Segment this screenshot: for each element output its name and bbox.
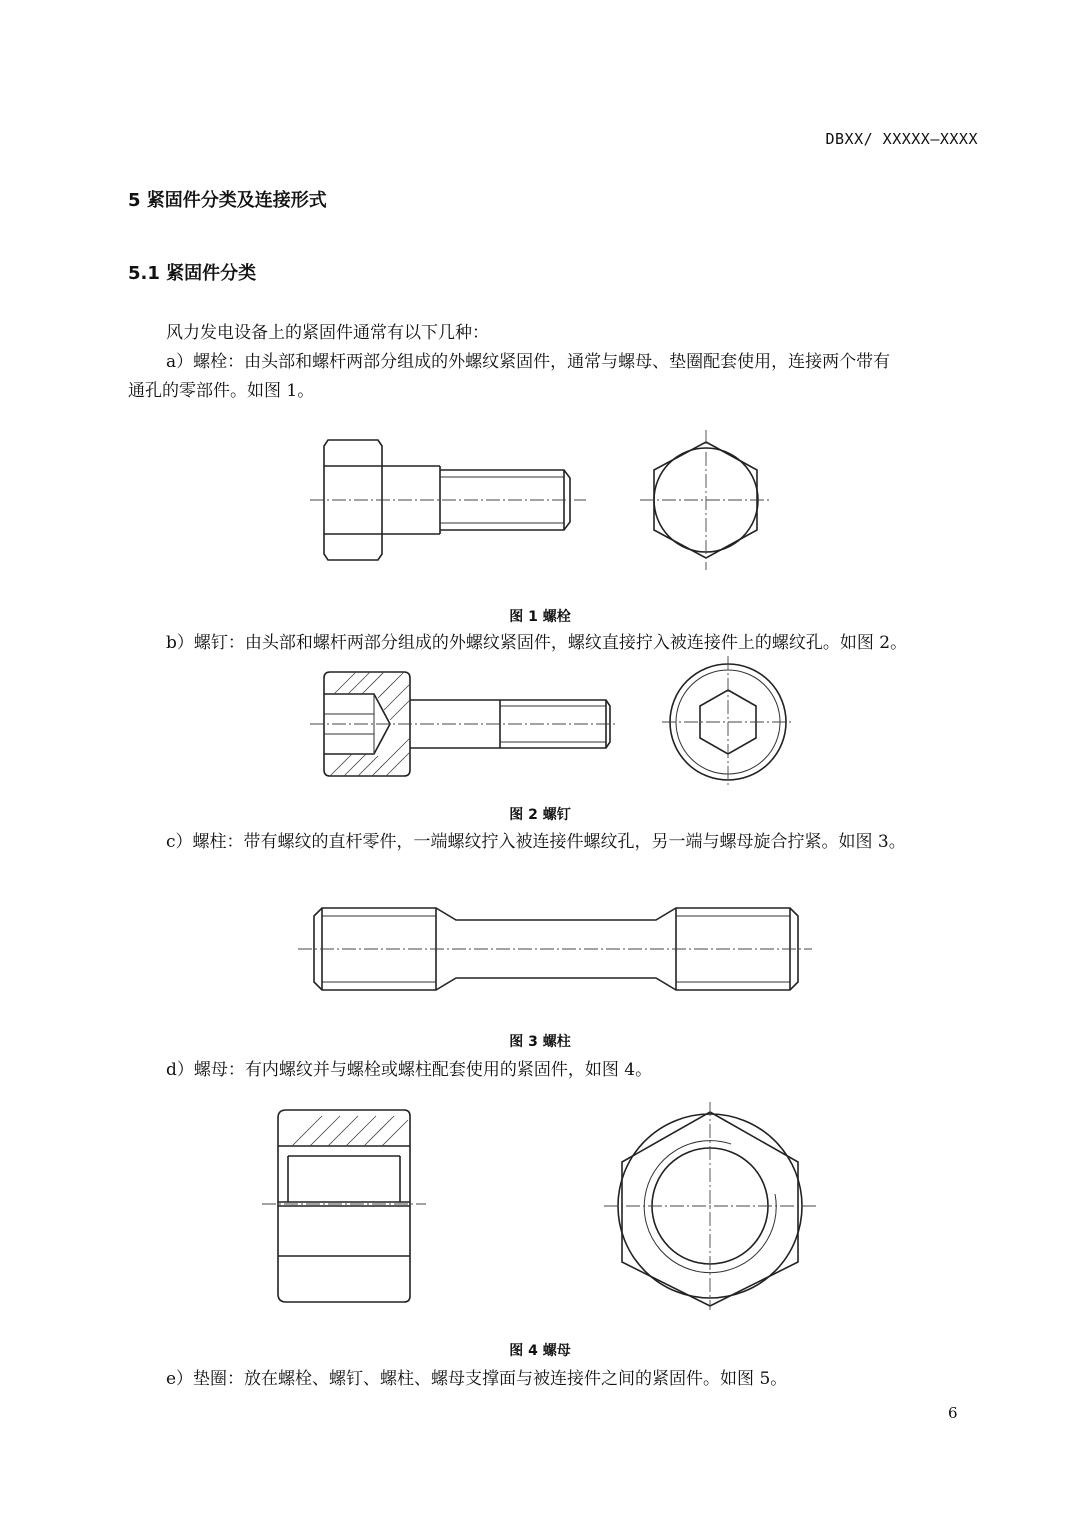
figure-2-caption: 图 2 螺钉 [509,807,571,823]
section-title: 5 紧固件分类及连接形式 [128,190,327,211]
figure-1-bolt-drawing [300,430,780,580]
figure-2-screw-drawing [300,662,800,790]
figure-4-nut-drawing [256,1106,826,1306]
intro-paragraph: 风力发电设备上的紧固件通常有以下几种： [166,323,489,343]
figure-3-stud-drawing [296,906,816,996]
item-b-paragraph: b）螺钉：由头部和螺杆两部分组成的外螺纹紧固件，螺纹直接拧入被连接件上的螺纹孔。如图 2。 [166,633,908,653]
document-code: DBXX/ XXXXX—XXXX [825,130,978,148]
item-d-paragraph: d）螺母：有内螺纹并与螺栓或螺柱配套使用的紧固件，如图 4。 [166,1060,653,1080]
item-e-paragraph: e）垫圈：放在螺栓、螺钉、螺柱、螺母支撑面与被连接件之间的紧固件。如图 5。 [166,1369,788,1389]
item-a-line2: 通孔的零部件。如图 1。 [128,381,315,401]
figure-3-caption: 图 3 螺柱 [509,1034,571,1050]
figure-1-caption: 图 1 螺栓 [509,609,571,625]
item-c-paragraph: c）螺柱：带有螺纹的直杆零件，一端螺纹拧入被连接件螺纹孔，另一端与螺母旋合拧紧。如图 3。 [166,832,906,852]
figure-4-caption: 图 4 螺母 [509,1343,571,1359]
item-a-line1: a）螺栓：由头部和螺杆两部分组成的外螺纹紧固件，通常与螺母、垫圈配套使用，连接两个带有 [166,352,891,372]
subsection-title: 5.1 紧固件分类 [128,263,257,284]
page-number: 6 [948,1404,958,1422]
